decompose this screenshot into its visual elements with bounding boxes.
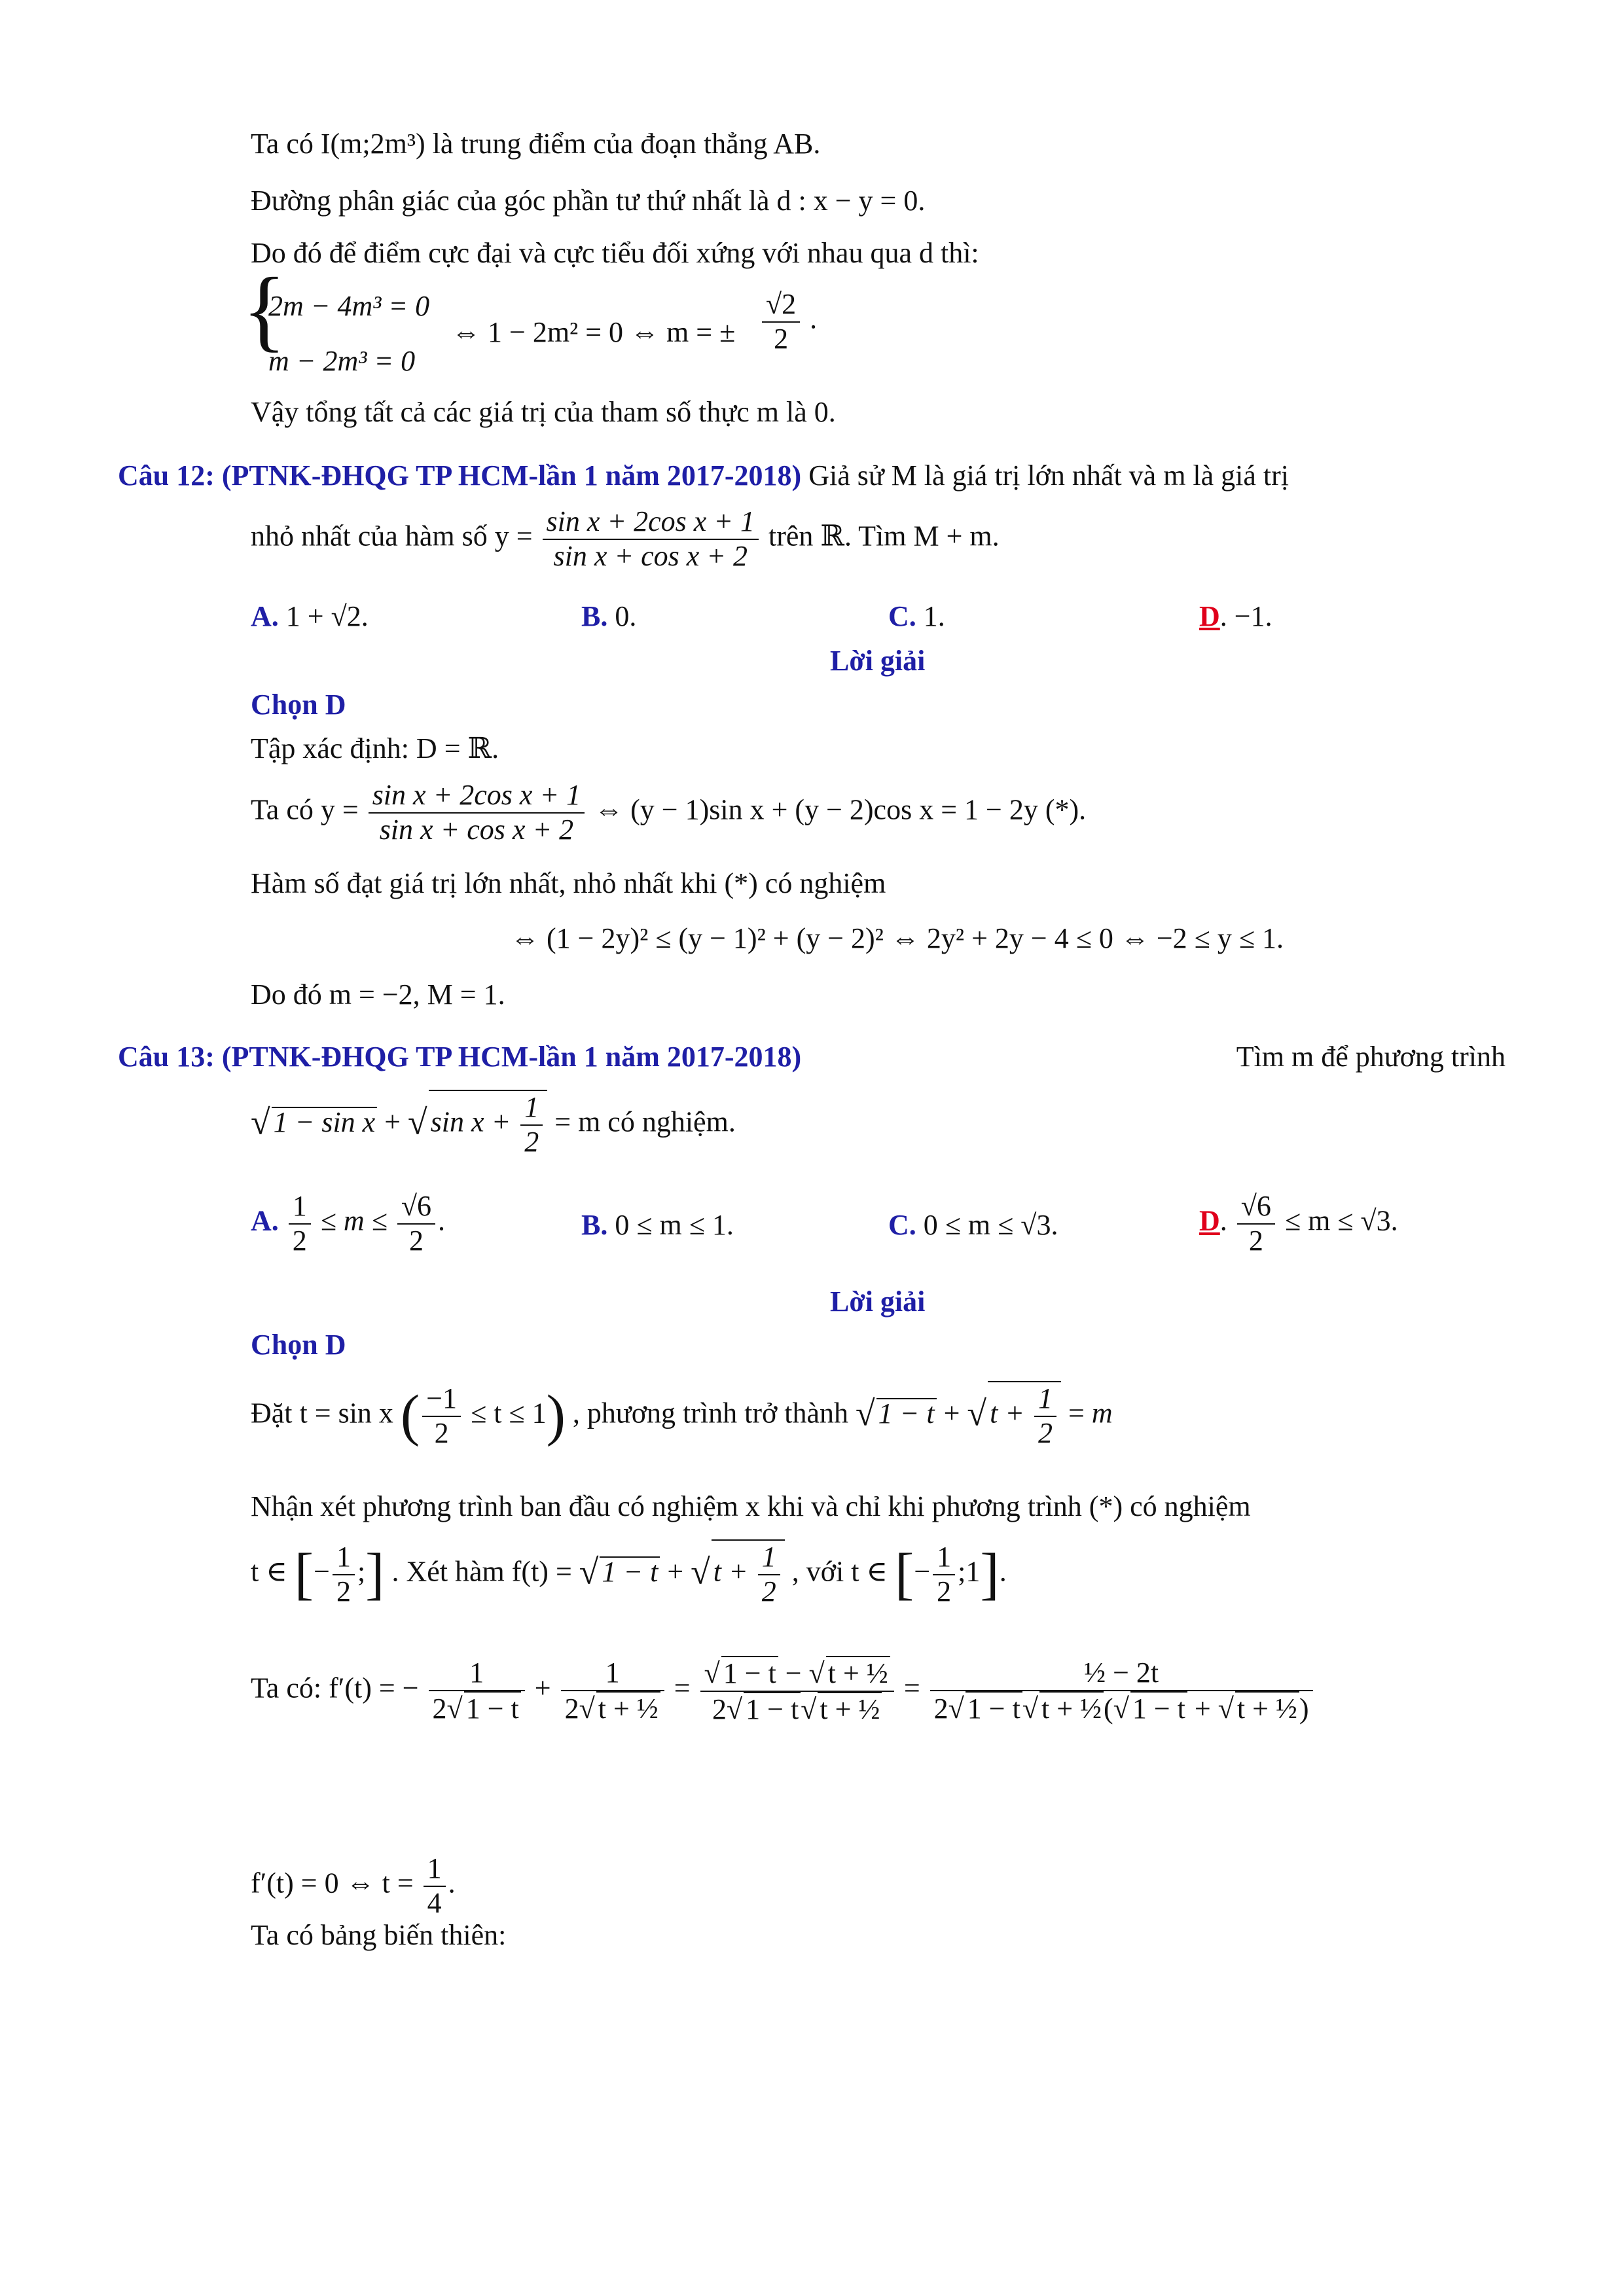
question-12-line2 (251, 505, 1000, 573)
equation-line: ⇔ (1 − 2y)² ≤ (y − 1)² + (y − 2)² ⇔ 2y² + 2y − 4 ≤ 0 ⇔ −2 ≤ y ≤ 1. (511, 922, 1284, 954)
question-text: Tìm m để phương trình (1236, 1041, 1506, 1073)
brace-symbol: { (242, 259, 287, 361)
text-line: Ta có I(m;2m³) là trung điểm của đoạn thẳng AB. (251, 128, 821, 160)
equation-line: f′(t) = 0 ⇔ t = $\frac{1}{4}$ . (251, 1852, 456, 1919)
text-line: Do đó để điểm cực đại và cực tiểu đối xứng với nhau qua d thì: (251, 237, 979, 269)
text-span: trên ℝ. Tìm M + m. (768, 520, 1000, 552)
text-line: Nhận xét phương trình ban đầu có nghiệm x khi và chỉ khi phương trình (*) có nghiệm (251, 1490, 1251, 1522)
equation-line: Ta có: f′(t) = − $\frac{1}{2√ 1 - t}$ + $\frac{1}{\text{2√ t + ½}}$ = $\frac{\text{√ 1 − t − √ t + ½}}{\text{2√ 1 − t√ t + ½}}$ = $\frac{\text{½ − 2t}}{\text{2√ 1 − t√ t + ½(√ 1 − t + √ t + ½)}}$ (251, 1656, 1316, 1726)
equation-line: m − 2m³ = 0 (268, 345, 416, 377)
text-line: Tập xác định: D = ℝ. (251, 732, 499, 764)
equation-line: t ∈ [− $\frac{1}{2}$ ;] . Xét hàm f(t) = √ 1 − t + √ t + $\frac{1}{2}$ , với t ∈ [− $\frac{1}{2}$ ;1]. (251, 1541, 1007, 1607)
choice-b: B. 0 ≤ m ≤ 1. (581, 1209, 734, 1241)
question-label: Câu 13: (PTNK-ĐHQG TP HCM-lần 1 năm 2017-2018) (118, 1041, 802, 1073)
question-13-header (118, 1043, 1506, 1071)
choice-d: D. −1. (1199, 600, 1272, 632)
text-line: Do đó m = −2, M = 1. (251, 978, 505, 1011)
equation-line: Ta có y = $\frac{\text{sin x + 2cos x + 1}}{\text{sin x + cos x + 2}}$ ⇔ (y − 1)sin x + (y − 2)cos x = 1 − 2y (*). (251, 779, 1087, 846)
solution-heading: Lời giải (830, 645, 926, 677)
equation-line: ⇔ 1 − 2m² = 0 ⇔ m = ± (452, 316, 736, 348)
chosen-answer: Chọn D (251, 689, 346, 721)
choice-b: B. 0. (581, 600, 637, 632)
fraction: $\frac{√2}{2}$ . (759, 288, 817, 355)
text-line: Ta có bảng biến thiên: (251, 1919, 507, 1951)
choice-a: A. $\frac{1}{2}$ ≤ m ≤ $\frac{√6}{2}$ . (251, 1190, 446, 1257)
text-line: Vậy tổng tất cả các giá trị của tham số thực m là 0. (251, 396, 836, 428)
text-span: nhỏ nhất của hàm số y = (251, 520, 533, 552)
question-13-equation: √ 1 − sin x + √ sin x + $\frac{1}{2}$ = m có nghiệm. (251, 1091, 736, 1158)
choice-c: C. 1. (888, 600, 945, 632)
chosen-answer: Chọn D (251, 1329, 346, 1361)
question-12-header (118, 461, 1289, 490)
fraction: $\frac{\text{sin x + 2cos x + 1}}{\text{sin x + cos x + 2}}$ (543, 505, 759, 573)
equation-line: Đặt t = sin x ( $\frac{-1}{2}$ ≤ t ≤ 1) , phương trình trở thành √ 1 − t + √ t + $\frac{1}{2}$ = m (251, 1382, 1113, 1449)
equation-line: 2m − 4m³ = 0 (268, 290, 430, 322)
question-label: Câu 12: (PTNK-ĐHQG TP HCM-lần 1 năm 2017-2018) (118, 459, 802, 492)
text-line: Hàm số đạt giá trị lớn nhất, nhỏ nhất khi (*) có nghiệm (251, 867, 886, 899)
question-text: Giả sử M là giá trị lớn nhất và m là giá trị (808, 459, 1290, 492)
choice-c: C. 0 ≤ m ≤ √3. (888, 1209, 1058, 1241)
text-line: Đường phân giác của góc phần tư thứ nhất là d : x − y = 0. (251, 185, 926, 217)
solution-heading: Lời giải (830, 1285, 926, 1318)
choice-d: D. $\frac{√6}{2}$ ≤ m ≤ √3. (1199, 1190, 1398, 1257)
choice-a: A. 1 + √2. (251, 600, 369, 632)
